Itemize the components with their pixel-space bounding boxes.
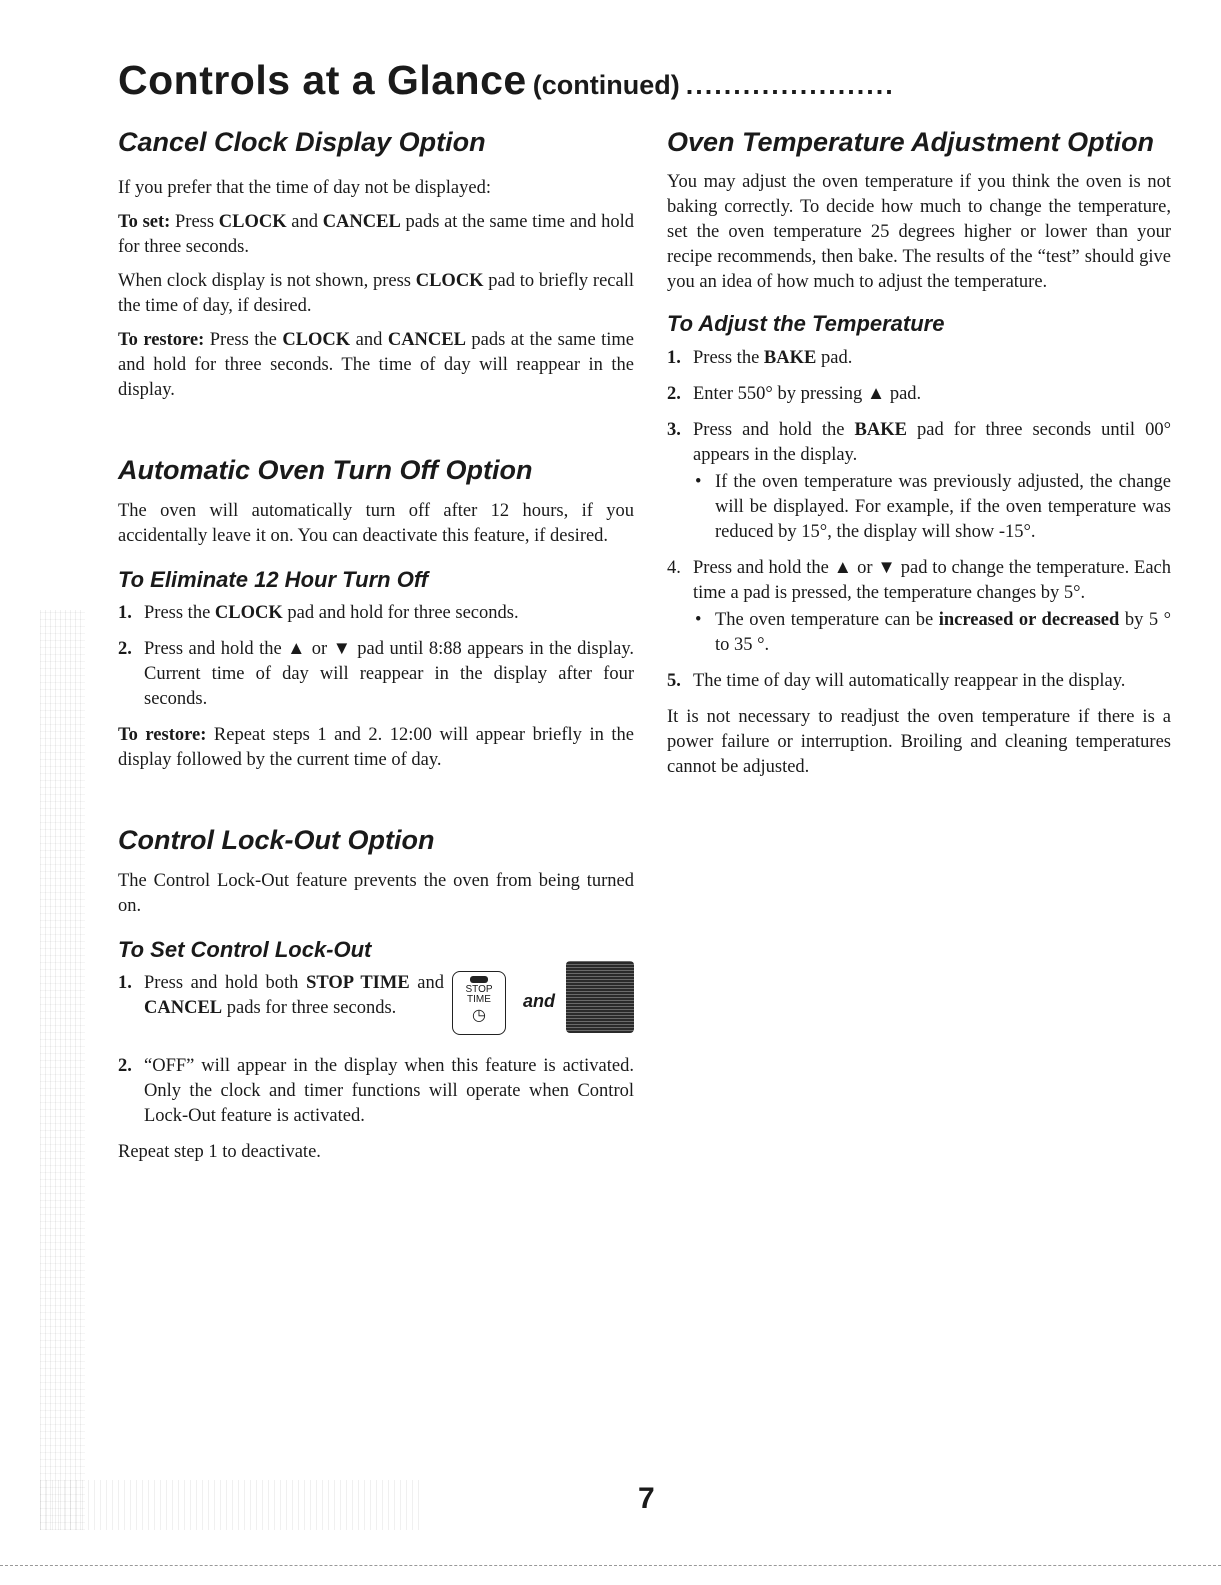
text: and (350, 330, 388, 351)
text: Press (170, 212, 219, 233)
temp-adjust-heading: Oven Temperature Adjustment Option (667, 127, 1155, 157)
step-number: 5. (667, 670, 681, 691)
cancel-clock-heading: Cancel Clock Display Option (118, 127, 486, 157)
lockout-intro: The Control Lock-Out feature prevents the oven from being turned on. (118, 870, 634, 916)
step-number: 2. (118, 1055, 132, 1076)
set-lockout-steps (118, 971, 634, 1129)
page-number: 7 (638, 1482, 655, 1515)
set-lockout-subheading: To Set Control Lock-Out (118, 936, 372, 962)
step-number: 4. (667, 557, 681, 578)
text: The oven temperature can be (715, 609, 939, 630)
text: When clock display is not shown, press (118, 271, 416, 292)
text: pad. (816, 347, 853, 368)
text: pads at the same time and hold for three seconds. The time of day will reappear in the display. (118, 330, 634, 401)
right-column (667, 120, 1171, 789)
cancel-pad-ref: CANCEL (387, 330, 466, 351)
bake-pad-ref: BAKE (763, 347, 817, 368)
step-number: 1. (118, 972, 132, 993)
text: Enter 550° by pressing (693, 383, 867, 404)
text: and (409, 972, 444, 993)
cancel-clock-recall (118, 269, 634, 319)
spacer (118, 782, 634, 818)
clock-pad-ref: CLOCK (282, 330, 351, 351)
auto-off-section (118, 454, 634, 773)
text: pad and hold for three seconds. (282, 603, 519, 624)
left-column (118, 120, 634, 1174)
text: pad for three seconds until 00° appears in the display. (693, 419, 1171, 465)
list-item (118, 1054, 634, 1129)
emphasis: increased or decreased (938, 609, 1120, 630)
auto-off-restore (118, 723, 634, 773)
restore-label: To restore: (118, 725, 207, 746)
clock-pad-ref: CLOCK (415, 271, 484, 292)
cancel-pad-illustration (566, 961, 634, 1033)
text: The time of day will automatically reappear in the display. (693, 670, 1126, 691)
list-item (667, 418, 1171, 545)
up-arrow-icon: ▲ (287, 639, 307, 660)
text: or (306, 639, 333, 660)
text: and (286, 212, 323, 233)
text: Press and hold both (144, 972, 307, 993)
lockout-heading: Control Lock-Out Option (118, 825, 435, 856)
pad-bar (470, 976, 488, 983)
auto-off-heading: Automatic Oven Turn Off Option (118, 455, 533, 486)
text: Press and hold the (693, 419, 855, 440)
list-item (118, 971, 634, 1043)
stop-pad-line2: TIME (467, 993, 491, 1005)
text: pads for three seconds. (222, 997, 397, 1018)
temp-adjust-closing: It is not necessary to readjust the oven temperature if there is a power failure or interruption. Broiling and cleaning temperatures cannot be adjusted. (667, 706, 1171, 777)
bullet-item (693, 608, 1171, 658)
scan-artifact (40, 610, 85, 1530)
page-title (118, 57, 895, 103)
text: pads at the same time and hold for three seconds. (118, 212, 634, 258)
down-arrow-icon: ▼ (332, 639, 352, 660)
page-bottom-rule (0, 1565, 1221, 1566)
text: pad. (885, 383, 922, 404)
temp-adjust-intro: You may adjust the oven temperature if you think the oven is not baking correctly. To decide how much to change the temperature, set the oven temperature 25 degrees higher or lower than your recipe recommends, then bake. The results of the “test” should give you an idea of how much to adjust the temperature. (667, 172, 1171, 293)
cancel-clock-set (118, 210, 634, 260)
list-item (667, 556, 1171, 658)
text: Press the (693, 347, 764, 368)
step-text (144, 971, 444, 1021)
text: or (852, 557, 878, 578)
stop-time-pad-illustration (452, 971, 506, 1035)
page-title-continued: (continued) (532, 70, 680, 100)
restore-label: To restore: (118, 330, 205, 351)
up-arrow-icon: ▲ (833, 557, 853, 578)
and-label: and (523, 990, 556, 1011)
text: Press the (204, 330, 283, 351)
text: by 5 ° to 35 °. (715, 609, 1171, 655)
scan-artifact (40, 1480, 420, 1530)
adjust-temp-steps (667, 346, 1171, 694)
step-number: 2. (118, 639, 132, 660)
lockout-section (118, 824, 634, 1165)
cancel-clock-restore (118, 328, 634, 403)
bullet-item: • If the oven temperature was previously adjusted, the change will be displayed. For example, if the oven temperature was reduced by 15°, the display will show -15°. (693, 470, 1171, 545)
down-arrow-icon: ▼ (877, 557, 896, 578)
list-item (667, 382, 1171, 407)
text: pad until 8:88 appears in the display. Current time of day will reappear in the display after four seconds. (144, 639, 634, 710)
list-item (667, 669, 1171, 694)
text: Press the (144, 603, 215, 624)
up-arrow-icon: ▲ (866, 383, 886, 404)
step-number: 2. (667, 383, 681, 404)
cancel-pad-ref: CANCEL (322, 212, 401, 233)
text: Press and hold the (144, 639, 288, 660)
adjust-temp-subheading: To Adjust the Temperature (667, 311, 945, 337)
text: “OFF” will appear in the display when this feature is activated. Only the clock and timer functions will operate when Control Lock-Out feature is activated. (144, 1055, 634, 1126)
stop-time-pad-ref: STOP TIME (306, 972, 410, 993)
clock-pad-ref: CLOCK (218, 212, 287, 233)
auto-off-intro: The oven will automatically turn off after 12 hours, if you accidentally leave it on. You can deactivate this feature, if desired. (118, 500, 634, 546)
page-title-main: Controls at a Glance (118, 57, 527, 103)
eliminate-turnoff-subheading: To Eliminate 12 Hour Turn Off (118, 566, 429, 592)
cancel-clock-section (118, 126, 634, 403)
page-title-dots: ...................... (685, 70, 895, 100)
bake-pad-ref: BAKE (854, 419, 907, 440)
clock-pad-ref: CLOCK (214, 603, 283, 624)
clock-icon: ◷ (472, 1006, 486, 1024)
set-label: To set: (118, 212, 171, 233)
cancel-clock-intro: If you prefer that the time of day not be displayed: (118, 178, 491, 199)
step-number: 1. (118, 603, 132, 624)
text: pad to change the temperature. Each time a pad is pressed, the temperature changes by 5°. (693, 557, 1172, 603)
eliminate-turnoff-steps (118, 601, 634, 712)
lockout-repeat: Repeat step 1 to deactivate. (118, 1141, 321, 1162)
list-item (118, 637, 634, 712)
cancel-pad-ref: CANCEL (144, 997, 223, 1018)
temp-adjust-section (667, 126, 1171, 780)
step-number: 1. (667, 347, 681, 368)
step-number: 3. (667, 419, 681, 440)
list-item (667, 346, 1171, 371)
stop-pad-line1: STOP (465, 983, 493, 995)
bullet-list (693, 608, 1171, 658)
bullet-list (693, 470, 1171, 545)
list-item (118, 601, 634, 626)
text: pad to briefly recall the time of day, if desired. (118, 271, 634, 317)
spacer (118, 412, 634, 448)
text: Press and hold the (693, 557, 834, 578)
text: Repeat steps 1 and 2. 12:00 will appear briefly in the display followed by the current time of day. (118, 725, 634, 771)
